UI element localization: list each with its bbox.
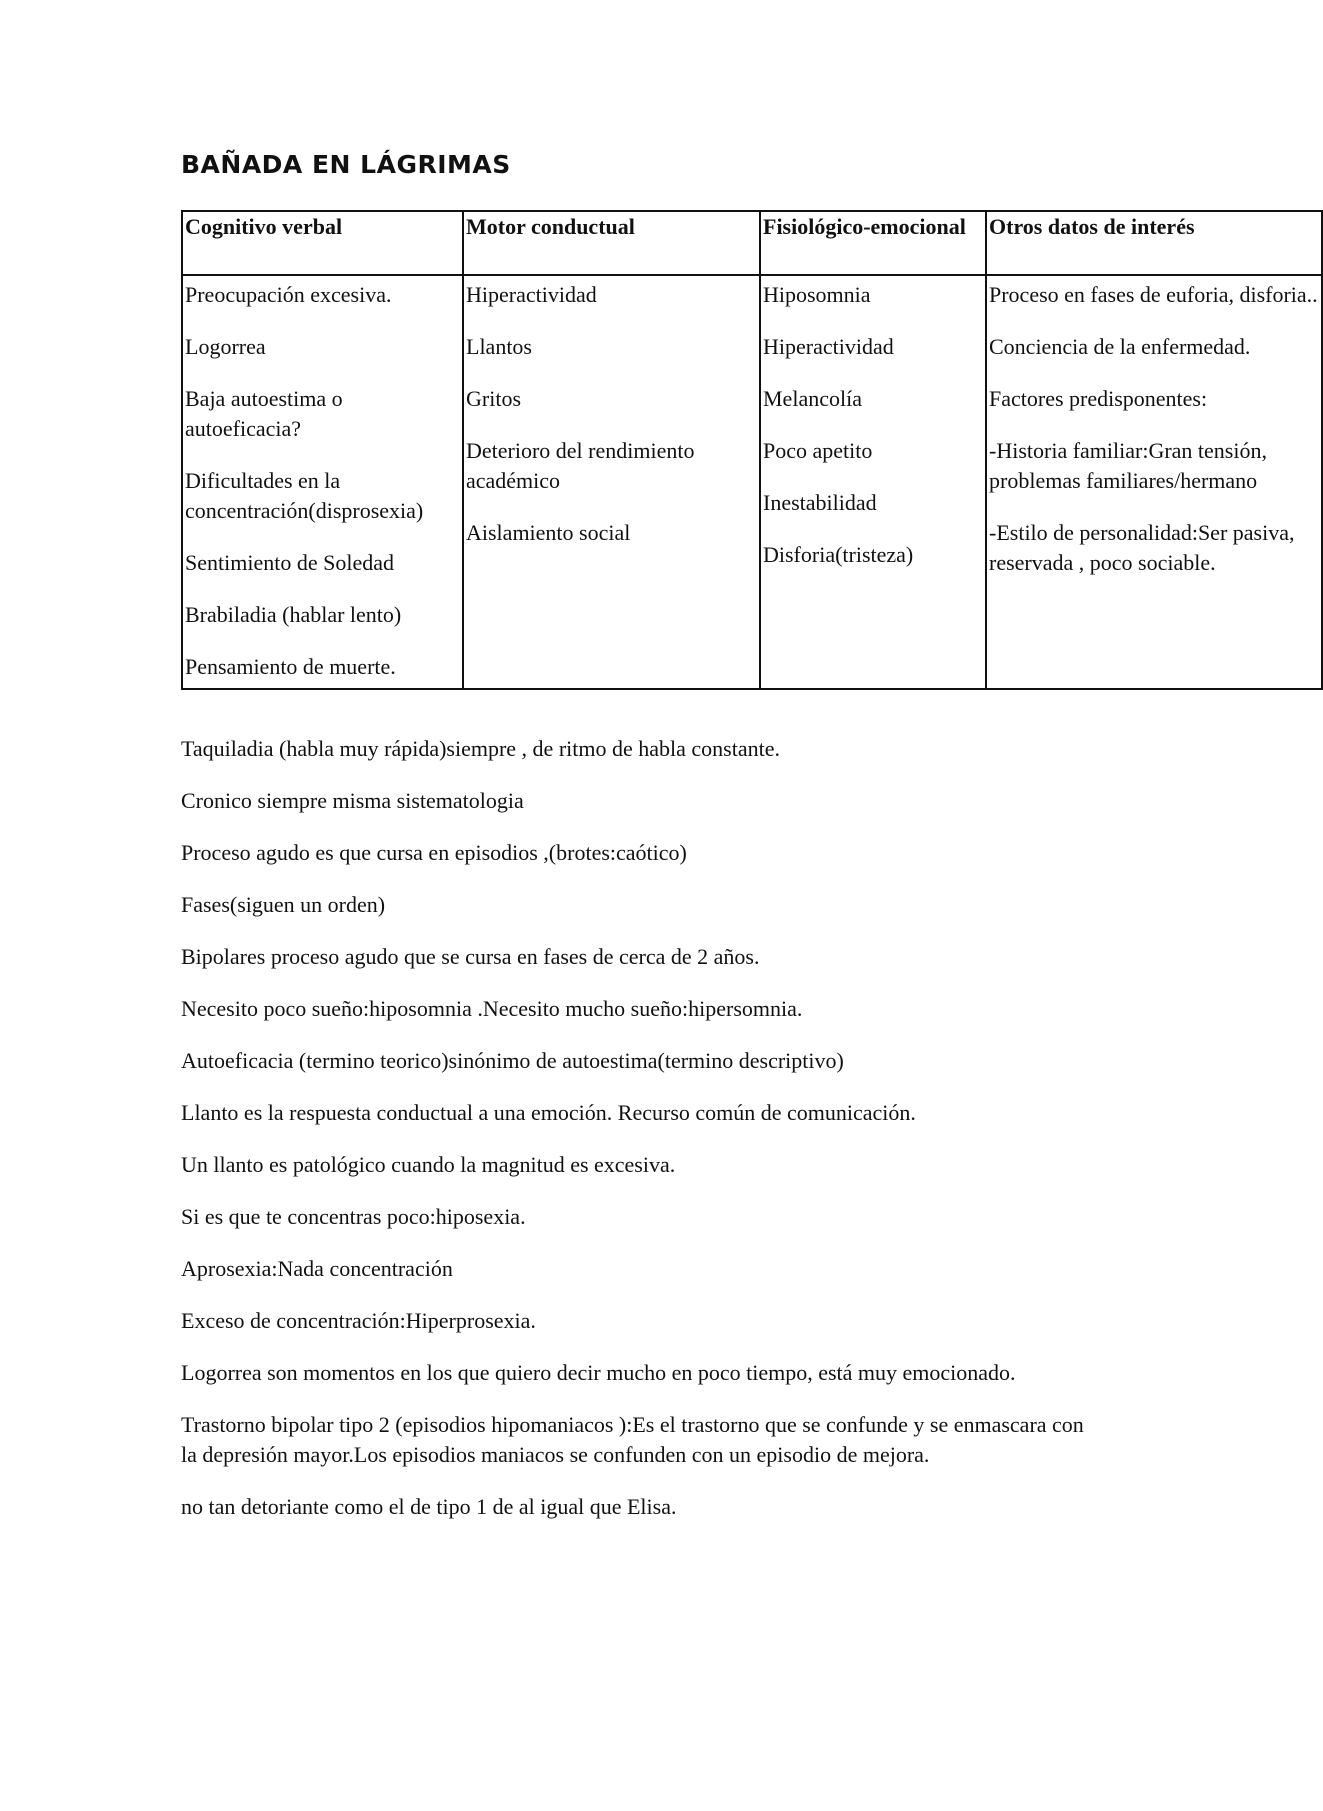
- header-cognitivo-verbal: Cognitivo verbal: [182, 211, 463, 275]
- note-paragraph: Trastorno bipolar tipo 2 (episodios hipomaniacos ):Es el trastorno que se confunde y se enmascara con la depresión mayor.Los episodios maniacos se confunden con un episodio de mejora.: [181, 1412, 1084, 1467]
- note-paragraph: Necesito poco sueño:hiposomnia .Necesito mucho sueño:hipersomnia.: [181, 996, 803, 1021]
- note-paragraph: Taquiladia (habla muy rápida)siempre , de ritmo de habla constante.: [181, 736, 780, 761]
- note-paragraph: Exceso de concentración:Hiperprosexia.: [181, 1308, 536, 1333]
- list-item: Aislamiento social: [466, 520, 631, 545]
- note-paragraph: Logorrea son momentos en los que quiero decir mucho en poco tiempo, está muy emocionado.: [181, 1360, 1016, 1385]
- cell-cognitivo-verbal: [182, 275, 463, 689]
- symptoms-table: [181, 210, 1323, 690]
- list-item: -Historia familiar:Gran tensión, problemas familiares/hermano: [989, 438, 1267, 493]
- document-title: BAÑADA EN LÁGRIMAS: [181, 150, 511, 179]
- list-item: Baja autoestima o autoeficacia?: [185, 386, 343, 441]
- list-item: Brabiladia (hablar lento): [185, 602, 402, 627]
- header-motor-conductual: Motor conductual: [463, 211, 760, 275]
- table-header-row: [182, 211, 1322, 275]
- header-fisiologico-emocional: Fisiológico-emocional: [760, 211, 986, 275]
- note-paragraph: Bipolares proceso agudo que se cursa en fases de cerca de 2 años.: [181, 944, 760, 969]
- list-item: Poco apetito: [763, 438, 873, 463]
- note-paragraph: no tan detoriante como el de tipo 1 de al igual que Elisa.: [181, 1494, 677, 1519]
- cell-otros-datos: [986, 275, 1322, 689]
- note-paragraph: Llanto es la respuesta conductual a una emoción. Recurso común de comunicación.: [181, 1100, 916, 1125]
- header-otros-datos: Otros datos de interés: [986, 211, 1322, 275]
- list-item: Conciencia de la enfermedad.: [989, 334, 1251, 359]
- note-paragraph: Si es que te concentras poco:hiposexia.: [181, 1204, 526, 1229]
- cell-fisiologico-emocional: [760, 275, 986, 689]
- list-item: Preocupación excesiva.: [185, 282, 392, 307]
- notes-section: [181, 734, 1101, 1544]
- list-item: Inestabilidad: [763, 490, 877, 515]
- list-item: Llantos: [466, 334, 532, 359]
- list-item: Disforia(tristeza): [763, 542, 914, 567]
- list-item: Sentimiento de Soledad: [185, 550, 394, 575]
- list-item: Hiperactividad: [763, 334, 894, 359]
- table-row: [182, 275, 1322, 689]
- list-item: Melancolía: [763, 386, 862, 411]
- note-paragraph: Un llanto es patológico cuando la magnitud es excesiva.: [181, 1152, 676, 1177]
- list-item: Dificultades en la concentración(disprosexia): [185, 468, 424, 523]
- cell-motor-conductual: [463, 275, 760, 689]
- list-item: Hiposomnia: [763, 282, 871, 307]
- list-item: Pensamiento de muerte.: [185, 654, 396, 679]
- list-item: -Estilo de personalidad:Ser pasiva, reservada , poco sociable.: [989, 520, 1295, 575]
- note-paragraph: Cronico siempre misma sistematologia: [181, 788, 524, 813]
- list-item: Logorrea: [185, 334, 266, 359]
- note-paragraph: Fases(siguen un orden): [181, 892, 386, 917]
- note-paragraph: Proceso agudo es que cursa en episodios ,(brotes:caótico): [181, 840, 687, 865]
- list-item: Deterioro del rendimiento académico: [466, 438, 695, 493]
- note-paragraph: Autoeficacia (termino teorico)sinónimo de autoestima(termino descriptivo): [181, 1048, 844, 1073]
- note-paragraph: Aprosexia:Nada concentración: [181, 1256, 453, 1281]
- list-item: Hiperactividad: [466, 282, 597, 307]
- list-item: Gritos: [466, 386, 521, 411]
- list-item: Proceso en fases de euforia, disforia..: [989, 282, 1318, 307]
- list-item: Factores predisponentes:: [989, 386, 1208, 411]
